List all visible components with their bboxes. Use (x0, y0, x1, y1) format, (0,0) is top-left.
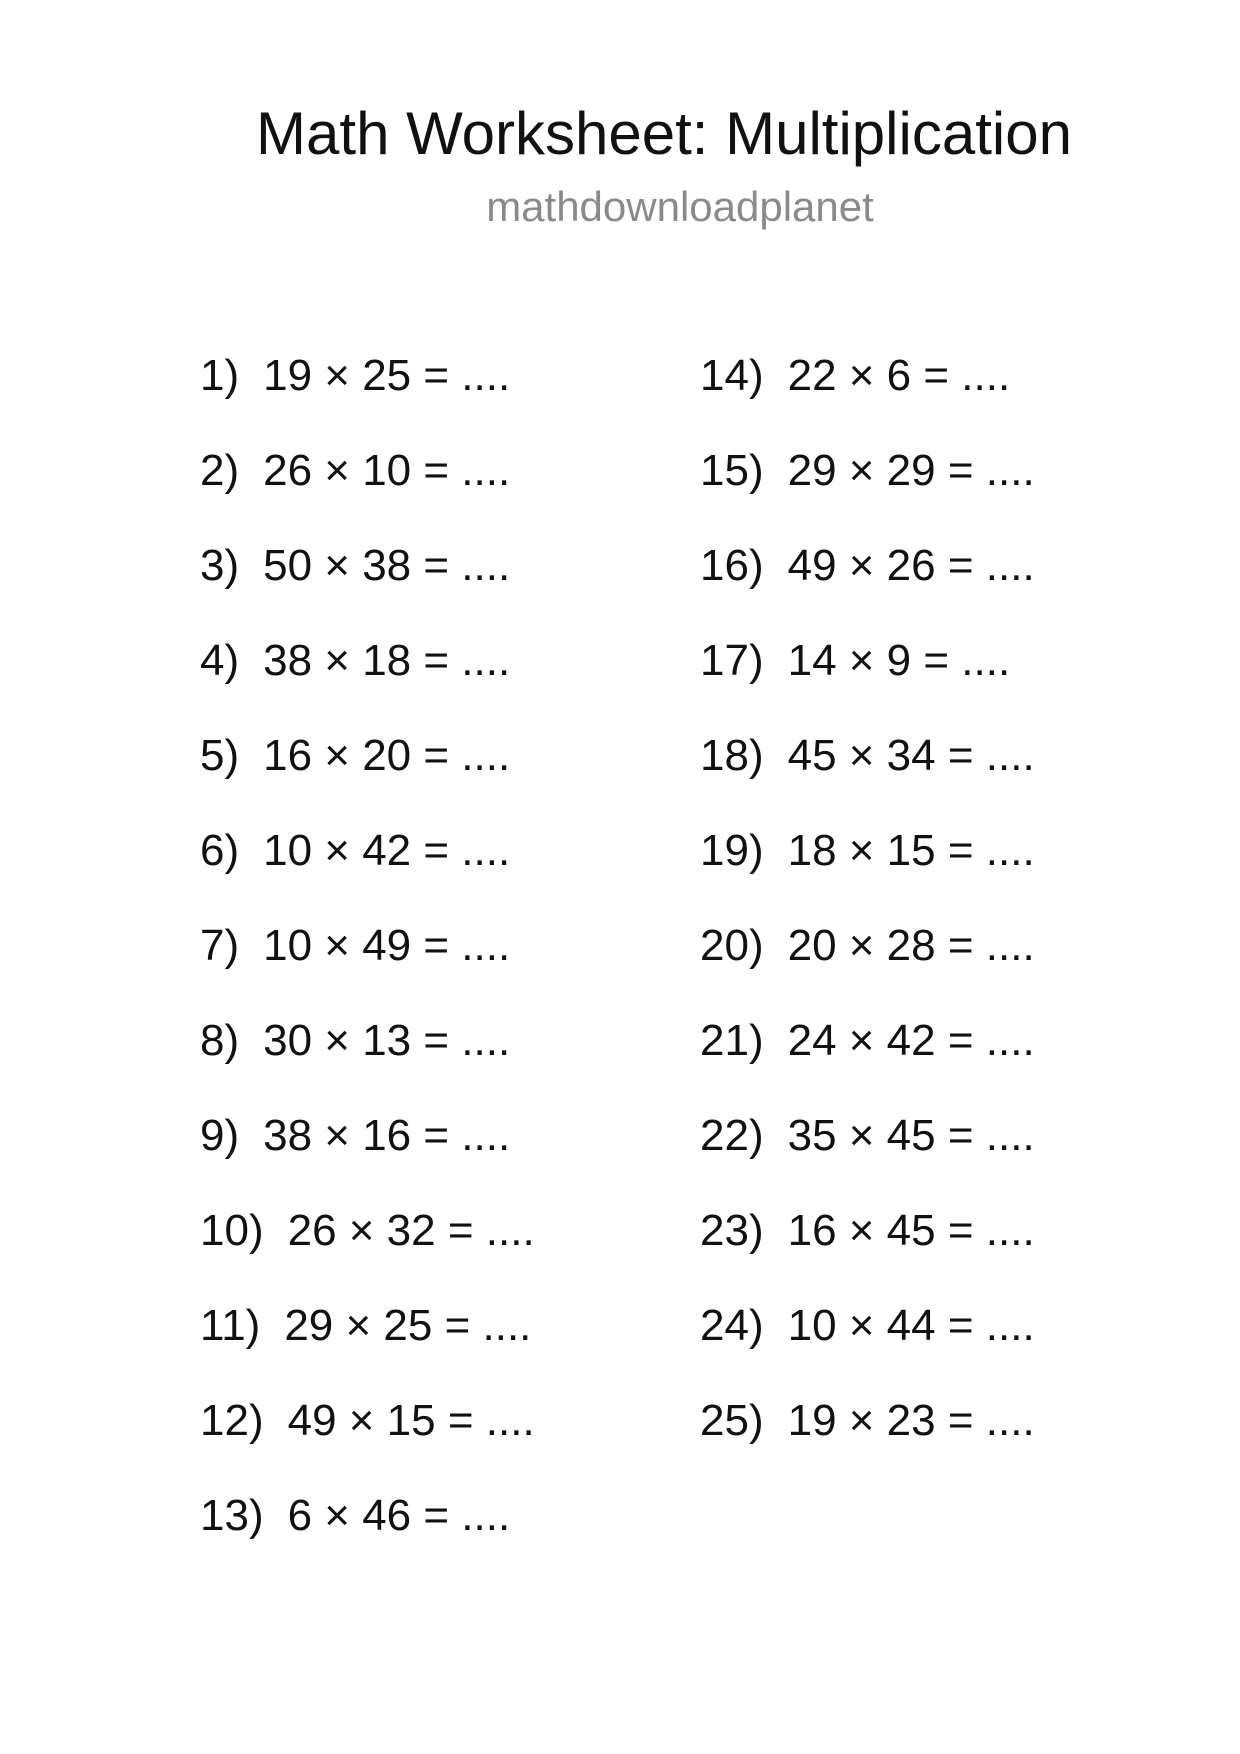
problem-number: 1) (200, 351, 240, 400)
problem-item (700, 635, 1035, 730)
problem-expression: 16 × 20 = .... (263, 731, 511, 780)
problem-item (200, 1110, 535, 1205)
problem-number: 18) (700, 731, 764, 780)
problem-expression: 30 × 13 = .... (263, 1016, 511, 1065)
problem-item (700, 1395, 1035, 1490)
problem-item (200, 540, 535, 635)
problem-item (200, 1015, 535, 1110)
problem-number: 16) (700, 541, 764, 590)
problem-expression: 29 × 29 = .... (787, 446, 1035, 495)
problem-expression: 38 × 16 = .... (263, 1111, 511, 1160)
problem-expression: 16 × 45 = .... (787, 1206, 1035, 1255)
problem-expression: 19 × 23 = .... (787, 1396, 1035, 1445)
problem-column-left (200, 350, 535, 1585)
problem-item (700, 920, 1035, 1015)
problem-expression: 20 × 28 = .... (787, 921, 1035, 970)
problem-number: 17) (700, 636, 764, 685)
problem-expression: 18 × 15 = .... (787, 826, 1035, 875)
problem-expression: 19 × 25 = .... (263, 351, 511, 400)
problem-item (200, 920, 535, 1015)
problem-item (700, 1205, 1035, 1300)
problem-expression: 49 × 26 = .... (787, 541, 1035, 590)
problem-number: 24) (700, 1301, 764, 1350)
problem-item (200, 350, 535, 445)
problem-expression: 22 × 6 = .... (787, 351, 1011, 400)
problem-expression: 14 × 9 = .... (787, 636, 1011, 685)
problem-number: 6) (200, 826, 240, 875)
problem-number: 25) (700, 1396, 764, 1445)
problem-expression: 10 × 42 = .... (263, 826, 511, 875)
problem-number: 23) (700, 1206, 764, 1255)
problem-number: 19) (700, 826, 764, 875)
problem-number: 15) (700, 446, 764, 495)
problem-expression: 10 × 44 = .... (787, 1301, 1035, 1350)
problem-number: 22) (700, 1111, 764, 1160)
problem-item (200, 445, 535, 540)
problem-number: 2) (200, 446, 240, 495)
problem-expression: 38 × 18 = .... (263, 636, 511, 685)
problem-item (700, 730, 1035, 825)
problem-item (200, 825, 535, 920)
problem-item (700, 1110, 1035, 1205)
problem-expression: 10 × 49 = .... (263, 921, 511, 970)
problem-item (200, 1490, 535, 1585)
problem-number: 20) (700, 921, 764, 970)
problem-expression: 26 × 32 = .... (287, 1206, 535, 1255)
problem-number: 5) (200, 731, 240, 780)
problem-item (200, 635, 535, 730)
problem-number: 3) (200, 541, 240, 590)
problem-expression: 35 × 45 = .... (787, 1111, 1035, 1160)
problem-item (700, 825, 1035, 920)
problem-number: 12) (200, 1396, 264, 1445)
problem-expression: 45 × 34 = .... (787, 731, 1035, 780)
problem-expression: 26 × 10 = .... (263, 446, 511, 495)
problem-number: 7) (200, 921, 240, 970)
problem-item (200, 1395, 535, 1490)
problem-expression: 6 × 46 = .... (287, 1491, 511, 1540)
problem-number: 21) (700, 1016, 764, 1065)
problem-column-right (700, 350, 1035, 1490)
problem-expression: 49 × 15 = .... (287, 1396, 535, 1445)
problem-item (700, 350, 1035, 445)
problem-item (200, 1300, 535, 1395)
problem-item (200, 1205, 535, 1300)
problem-number: 9) (200, 1111, 240, 1160)
problem-number: 13) (200, 1491, 264, 1540)
problem-item (700, 1300, 1035, 1395)
problem-number: 8) (200, 1016, 240, 1065)
problem-expression: 24 × 42 = .... (787, 1016, 1035, 1065)
problem-number: 10) (200, 1206, 264, 1255)
problem-number: 14) (700, 351, 764, 400)
problem-item (700, 1015, 1035, 1110)
worksheet-subtitle: mathdownloadplanet (486, 183, 874, 230)
problem-item (200, 730, 535, 825)
problem-expression: 29 × 25 = .... (284, 1301, 532, 1350)
problem-item (700, 445, 1035, 540)
worksheet-title: Math Worksheet: Multiplication (256, 100, 1072, 167)
problem-item (700, 540, 1035, 635)
problem-expression: 50 × 38 = .... (263, 541, 511, 590)
problem-number: 11) (200, 1301, 261, 1350)
problem-number: 4) (200, 636, 240, 685)
